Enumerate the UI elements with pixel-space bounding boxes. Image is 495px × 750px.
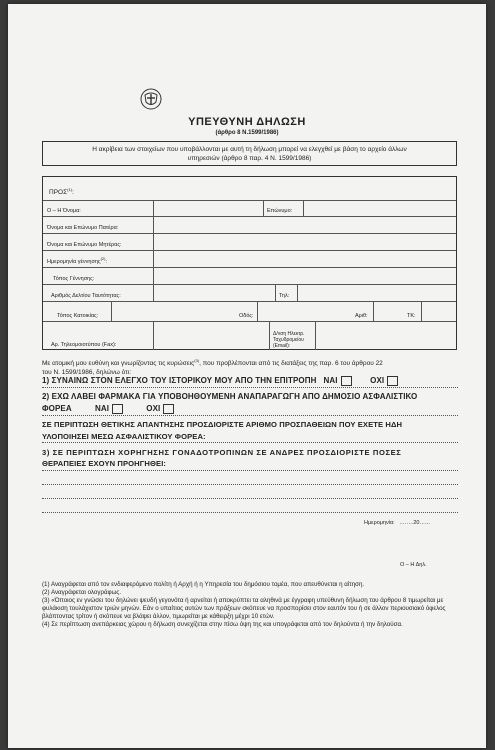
email-label: Δ/νση Ηλεκτρ. Ταχυδρομείου (Email): [273, 331, 305, 349]
row-name[interactable] [43, 201, 456, 217]
footnote-4: (4) Σε περίπτωση ανεπάρκειας χώρου η δήλωση συνεχίζεται στην πίσω όψη της και υπογράφεται από τον δηλούντα ή την δηλούσα. [42, 621, 403, 628]
greek-coat-of-arms-icon [140, 88, 162, 110]
date-field[interactable]: Ημερομηνία: ……..20…… [364, 520, 431, 526]
row-birthdate[interactable] [43, 251, 456, 268]
footnotes [42, 581, 462, 629]
consent-yes-checkbox[interactable] [341, 376, 352, 386]
birthplace-label: Τόπος Γέννησης: [53, 276, 95, 282]
fax-label: Αρ. Τηλεομοιοτύπου (Fax): [51, 342, 117, 348]
blank-line-3[interactable] [42, 498, 458, 499]
row-birthplace[interactable] [43, 268, 456, 285]
row-father[interactable] [43, 217, 456, 234]
item-attempts-line-2: ΥΛΟΠΟΙΗΣΕΙ ΜΕΣΩ ΑΣΦΑΛΙΣΤΙΚΟΥ ΦΟΡΕΑ: [42, 432, 206, 441]
document-title: ΥΠΕΥΘΥΝΗ ΔΗΛΩΣΗ [188, 116, 306, 128]
father-label: Όνομα και Επώνυμο Πατέρα: [47, 225, 119, 231]
item-gonadotropins-line-1: 3) ΣΕ ΠΕΡΙΠΤΩΣΗ ΧΟΡΗΓΗΣΗΣ ΓΟΝΑΔΟΤΡΟΠΙΝΩΝ ΣΕ ΑΝΔΡΕΣ ΠΡΟΣΔΙΟΡΙΣΤΕ ΠΟΣΕΣ [42, 448, 402, 457]
medication-no-checkbox[interactable] [163, 404, 174, 414]
item-medication-line-2: ΦΟΡΕΑ ΝΑΙ ΟΧΙ [42, 404, 458, 414]
footnote-2: (2) Αναγράφεται ολογράφως. [42, 589, 122, 596]
medication-yes-checkbox[interactable] [112, 404, 123, 414]
pros-label: ΠΡΟΣ$^{(1)}$: [49, 186, 74, 196]
footnote-1: (1) Αναγράφεται από τον ενδιαφερόμενο πολίτη ή Αρχή ή η Υπηρεσία του δημόσιου τομέα, που απευθύνεται η αίτηση. [42, 581, 365, 588]
blank-line-1[interactable] [42, 470, 458, 471]
row-mother[interactable] [43, 234, 456, 251]
row-fax-email[interactable] [43, 322, 456, 350]
item-medication-line-1: 2) ΕΧΩ ΛΑΒΕΙ ΦΑΡΜΑΚΑ ΓΙΑ ΥΠΟΒΟΗΘΟΥΜΕΝΗ ΑΝΑΠΑΡΑΓΩΓΗ ΑΠΟ ΔΗΜΟΣΙΟ ΑΣΦΑΛΙΣΤΙΚΟ [42, 392, 418, 401]
surname-label: Επώνυμο: [267, 208, 293, 214]
footnote-3: (3) «Όποιος εν γνώσει του δηλώνει ψευδή γεγονότα ή αρνείται ή αποκρύπτει τα αληθινά με έγγραφη υπεύθυνη δήλωση του άρθρου 8 τιμωρείται με φυλάκιση τουλάχιστον τριών μηνών. Εάν ο υπαίτιος αυτών των πράξεων σκόπευε να προσπορίσει στον εαυτόν του ή σε άλλον περιουσιακό όφελος βλάπτοντας τρίτον ή σκόπευε να βλάψει άλλον, τιμωρείται με κάθειρξη μέχρι 10 ετών. [42, 597, 446, 620]
street-label: Οδός: [239, 313, 254, 319]
declaration-paper [8, 4, 486, 748]
item-gonadotropins-line-2: ΘΕΡΑΠΕΙΕΣ ΕΧΟΥΝ ΠΡΟΗΓΗΘΕΙ: [42, 459, 167, 468]
name-label: Ο – Η Όνομα: [47, 208, 81, 214]
number-label: Αριθ: [355, 313, 368, 319]
mother-label: Όνομα και Επώνυμο Μητέρας: [47, 242, 122, 248]
id-label: Αριθμός Δελτίου Ταυτότητας: [51, 293, 121, 299]
blank-line-4[interactable] [42, 512, 458, 513]
birthdate-label: Ημερομηνία γέννησης$^{(2)}$: [47, 256, 107, 265]
item-consent-history: 1) ΣΥΝΑΙΝΩ ΣΤΟΝ ΕΛΕΓΧΟ ΤΟΥ ΙΣΤΟΡΙΚΟΥ ΜΟΥ ΑΠΟ ΤΗΝ ΕΠΙΤΡΟΠΗ ΝΑΙ ΟΧΙ [42, 376, 458, 386]
consent-no-checkbox[interactable] [387, 376, 398, 386]
document-subtitle: (άρθρο 8 Ν.1599/1986) [215, 130, 279, 136]
notice-line-2: υπηρεσιών (άρθρο 8 παρ. 4 Ν. 1599/1986) [187, 155, 312, 162]
signature-label: Ο – Η Δηλ. [400, 562, 427, 568]
accuracy-notice [42, 141, 457, 166]
row-residence[interactable] [43, 302, 456, 322]
tel-label: Τηλ: [279, 293, 290, 299]
blank-line-2[interactable] [42, 484, 458, 485]
statement-text: Με ατομική μου ευθύνη και γνωρίζοντας τις κυρώσεις$^{(3)}$, που προβλέπονται από τις διατάξεις της παρ. 6 του άρθρου 22 του Ν. 1599/1986, δηλώνω ότι: [42, 358, 383, 377]
residence-label: Τόπος Κατοικίας: [57, 313, 99, 319]
personal-details-form [42, 176, 457, 350]
item-attempts-line-1: ΣΕ ΠΕΡΙΠΤΩΣΗ ΘΕΤΙΚΗΣ ΑΠΑΝΤΗΣΗΣ ΠΡΟΣΔΙΟΡΙΣΤΕ ΑΡΙΘΜΟ ΠΡΟΣΠΑΘΕΙΩΝ ΠΟΥ ΕΧΕΤΕ ΗΔΗ [42, 420, 403, 429]
postcode-label: ΤΚ: [407, 313, 416, 319]
row-pros [43, 177, 456, 201]
notice-line-1: Η ακρίβεια των στοιχείων που υποβάλλονται με αυτή τη δήλωση μπορεί να ελεγχθεί με βάση το αρχείο άλλων [92, 146, 407, 153]
row-id[interactable] [43, 285, 456, 302]
